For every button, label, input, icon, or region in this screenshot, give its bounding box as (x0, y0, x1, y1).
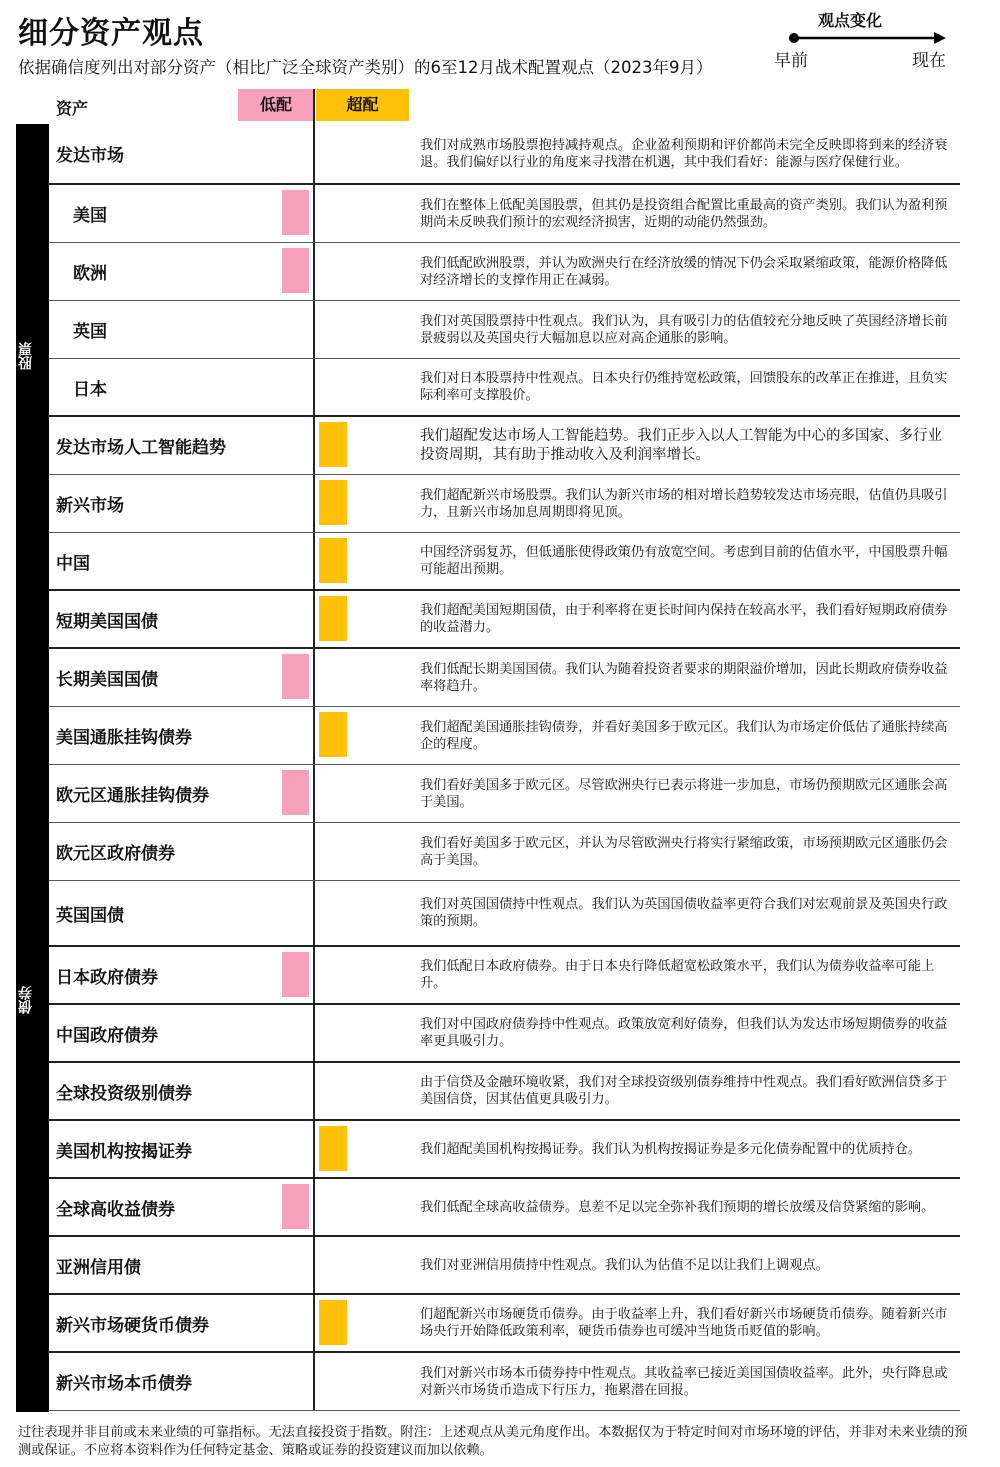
column-divider (313, 881, 315, 945)
column-divider (313, 649, 315, 706)
asset-name: 中国 (56, 553, 90, 574)
table-row (49, 533, 960, 591)
asset-name: 新兴市场 (56, 496, 124, 516)
table-row (49, 947, 960, 1005)
table-row (49, 765, 960, 823)
overweight-marker (319, 596, 347, 641)
asset-name: 英国国债 (56, 905, 124, 926)
asset-name: 欧元区通胀挂钩债券 (56, 786, 209, 806)
table-row (49, 1295, 960, 1353)
group-label-bonds: 债券 (18, 986, 34, 1014)
overweight-marker (319, 1126, 347, 1171)
overweight-marker (319, 538, 347, 583)
table-row (49, 1121, 960, 1179)
table-row (49, 417, 960, 475)
table-row (49, 301, 960, 359)
view-note: 我们对中国政府债券持中性观点。政策放宽利好债券，但我们认为发达市场短期债券的收益率更具吸引力。 (420, 1017, 948, 1049)
column-divider (313, 707, 315, 764)
overweight-marker (319, 1300, 347, 1345)
view-note: 我们对成熟市场股票抱持减持观点。企业盈利预期和评价都尚未完全反映即将到来的经济衰退。我们偏好以行业的角度来寻找潜在机遇，其中我们看好：能源与医疗保健行业。 (420, 137, 948, 170)
view-note: 我们低配欧洲股票，并认为欧洲央行在经济放缓的情况下仍会采取紧缩政策，能源价格降低对经济增长的支撑作用正在减弱。 (420, 255, 948, 288)
column-header-underweight: 低配 (238, 89, 314, 121)
group-band-equities (16, 124, 49, 588)
column-divider (313, 1063, 315, 1119)
underweight-marker (282, 190, 309, 235)
column-divider (313, 243, 315, 300)
table-row (49, 823, 960, 881)
legend-title: 观点变化 (818, 11, 883, 30)
column-divider (313, 591, 315, 647)
column-divider (313, 533, 315, 589)
table-row (49, 591, 960, 649)
column-divider (313, 947, 315, 1003)
table-row (49, 649, 960, 707)
column-divider (313, 124, 315, 183)
table-row (49, 881, 960, 947)
view-note: 我们低配长期美国国债。我们认为随着投资者要求的期限溢价增加，因此长期政府债券收益率将趋升。 (420, 661, 948, 694)
column-divider (313, 1237, 315, 1293)
view-note: 我们超配美国短期国债，由于利率将在更长时间内保持在较高水平，我们看好短期政府债券的收益潜力。 (420, 603, 948, 635)
table-row (49, 1063, 960, 1121)
column-divider (313, 1121, 315, 1177)
asset-name: 美国 (73, 206, 107, 226)
asset-name: 中国政府债券 (56, 1025, 158, 1046)
asset-name: 日本政府债券 (56, 967, 158, 988)
page-subtitle: 依据确信度列出对部分资产（相比广泛全球资产类别）的6至12月战术配置观点（2023年9月） (18, 58, 713, 77)
table-row (49, 359, 960, 417)
asset-name: 美国机构按揭证券 (56, 1141, 192, 1162)
column-divider (313, 765, 315, 822)
column-divider (313, 185, 315, 242)
view-note: 由于信贷及金融环境收紧，我们对全球投资级别债券维持中性观点。我们看好欧洲信贷多于美国信贷，因其估值更具吸引力。 (420, 1075, 948, 1107)
footnote: 过往表现并非目前或未来业绩的可靠指标。无法直接投资于指数。附注：上述观点从美元角度作出。本数据仅为于特定时间对市场环境的评估，并非对未来业绩的预测或保证。不应将本资料作为任何特定基金、策略或证券的投资建议而加以依赖。 (18, 1425, 968, 1458)
table-row (49, 243, 960, 301)
view-note: 我们超配美国通胀挂钩债券，并看好美国多于欧元区。我们认为市场定价低估了通胀持续高企的程度。 (420, 719, 948, 752)
column-divider (313, 1353, 315, 1410)
table-row (49, 185, 960, 243)
column-divider (313, 89, 315, 125)
group-band-bonds (16, 588, 49, 1412)
underweight-marker (282, 770, 309, 815)
overweight-marker (319, 480, 347, 525)
view-note: 我们对日本股票持中性观点。日本央行仍维持宽松政策，回馈股东的改革正在推进，且负实际利率可支撑股价。 (420, 371, 948, 403)
column-header-overweight: 超配 (316, 89, 409, 121)
view-note: 们超配新兴市场硬货币债券。由于收益率上升，我们看好新兴市场硬货币债券。随着新兴市场央行开始降低政策利率，硬货币债券也可缓冲当地货币贬值的影响。 (420, 1307, 948, 1339)
asset-name: 欧元区政府债券 (56, 844, 175, 864)
column-header-asset: 资产 (56, 99, 89, 118)
column-divider (313, 301, 315, 358)
asset-name: 欧洲 (73, 264, 107, 284)
view-note: 我们对新兴市场本币债券持中性观点。其收益率已接近美国国债收益率。此外，央行降息或对新兴市场货币造成下行压力，拖累潜在回报。 (420, 1365, 948, 1398)
asset-name: 全球高收益债券 (56, 1199, 175, 1220)
view-note: 我们对英国国债持中性观点。我们认为英国国债收益率更符合我们对宏观前景及英国央行政策的预期。 (420, 897, 948, 929)
asset-name: 发达市场 (56, 146, 124, 166)
view-note: 我们超配新兴市场股票。我们认为新兴市场的相对增长趋势较发达市场亮眼，估值仍具吸引力，且新兴市场加息周期即将见顶。 (420, 487, 948, 520)
asset-name: 美国通胀挂钩债券 (56, 728, 192, 748)
view-note: 我们低配全球高收益债券。息差不足以完全弥补我们预期的增长放缓及信贷紧缩的影响。 (420, 1199, 935, 1215)
view-note: 我们对亚洲信用债持中性观点。我们认为估值不足以让我们上调观点。 (420, 1257, 829, 1273)
group-label-equities: 股票 (18, 342, 34, 370)
table-row (49, 1353, 960, 1411)
table-row (49, 707, 960, 765)
column-divider (313, 475, 315, 532)
asset-name: 英国 (73, 322, 107, 342)
view-note: 我们看好美国多于欧元区。尽管欧洲央行已表示将进一步加息，市场仍预期欧元区通胀会高于美国。 (420, 777, 948, 810)
legend-earlier-label: 早前 (774, 51, 808, 71)
overweight-marker (319, 712, 347, 757)
column-divider (313, 417, 315, 474)
column-divider (313, 1005, 315, 1061)
overweight-marker (319, 422, 347, 467)
underweight-marker (282, 654, 309, 699)
table-row (49, 475, 960, 533)
page-title: 细分资产观点 (18, 16, 204, 51)
view-note: 我们低配日本政府债券。由于日本央行降低超宽松政策水平，我们认为债券收益率可能上升。 (420, 959, 935, 991)
underweight-marker (282, 248, 309, 293)
asset-name: 亚洲信用债 (56, 1257, 141, 1278)
table-row (49, 1179, 960, 1237)
asset-name: 全球投资级别债券 (56, 1083, 192, 1104)
view-note: 我们在整体上低配美国股票，但其仍是投资组合配置比重最高的资产类别。我们认为盈利预期尚未反映我们预计的宏观经济损害，近期的动能仍然强劲。 (420, 197, 948, 230)
view-change-legend (770, 4, 970, 74)
column-divider (313, 359, 315, 415)
asset-name: 长期美国国债 (56, 670, 158, 690)
underweight-marker (282, 952, 309, 997)
view-note: 我们超配发达市场人工智能趋势。我们正步入以人工智能为中心的多国家、多行业投资周期，其有助于推动收入及利润率增长。 (420, 427, 942, 463)
arrow-right-icon (788, 30, 948, 46)
column-divider (313, 1295, 315, 1351)
asset-name: 新兴市场硬货币债券 (56, 1315, 209, 1336)
column-divider (313, 1179, 315, 1235)
column-divider (313, 823, 315, 880)
view-note: 我们对英国股票持中性观点。我们认为，具有吸引力的估值较充分地反映了英国经济增长前景疲弱以及英国央行大幅加息以应对高企通胀的影响。 (420, 313, 948, 346)
view-note: 中国经济弱复苏，但低通胀使得政策仍有放宽空间。考虑到目前的估值水平，中国股票升幅可能超出预期。 (420, 545, 948, 577)
asset-name: 发达市场人工智能趋势 (56, 438, 226, 458)
view-note: 我们看好美国多于欧元区，并认为尽管欧洲央行将实行紧缩政策，市场预期欧元区通胀仍会高于美国。 (420, 835, 948, 868)
table-row (49, 124, 960, 185)
underweight-marker (282, 1184, 309, 1229)
asset-name: 短期美国国债 (56, 611, 158, 632)
asset-name: 新兴市场本币债券 (56, 1374, 192, 1394)
legend-now-label: 现在 (912, 51, 946, 71)
asset-name: 日本 (73, 379, 107, 400)
table-row (49, 1237, 960, 1295)
view-note: 我们超配美国机构按揭证券。我们认为机构按揭证券是多元化债券配置中的优质持仓。 (420, 1141, 922, 1157)
asset-view-table (49, 124, 960, 1411)
table-row (49, 1005, 960, 1063)
